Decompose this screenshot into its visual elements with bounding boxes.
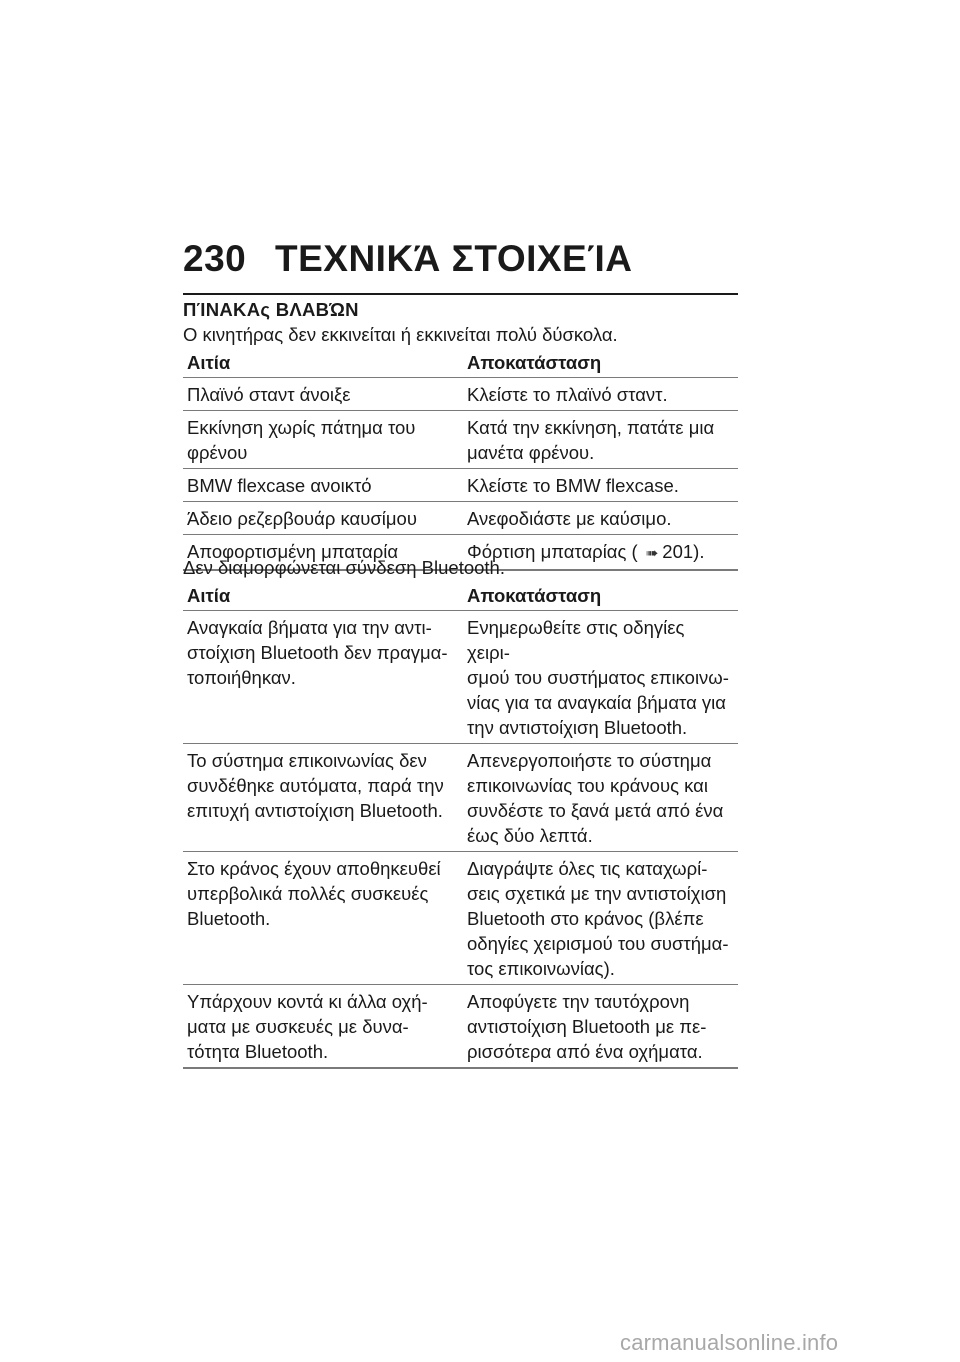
table-row xyxy=(183,411,738,469)
cause-cell: Άδειο ρεζερβουάρ καυσίμου xyxy=(183,502,463,535)
table-header-row xyxy=(183,582,738,611)
remedy-cell: Κλείστε το BMW flexcase. xyxy=(463,469,738,502)
column-header-cause: Αιτία xyxy=(183,582,463,611)
column-header-remedy: Αποκατάσταση xyxy=(463,582,738,611)
page-header xyxy=(183,238,738,280)
remedy-cell: Κλείστε το πλαϊνό σταντ. xyxy=(463,378,738,411)
remedy-text: Φόρτιση μπαταρίας ( xyxy=(467,541,638,562)
column-header-remedy: Αποκατάσταση xyxy=(463,349,738,378)
table-row xyxy=(183,744,738,852)
remedy-cell: Κατά την εκκίνηση, πατάτε μια μανέτα φρένου. xyxy=(463,411,738,469)
page-number: 230 xyxy=(183,238,247,279)
table-header-row xyxy=(183,349,738,378)
remedy-cell: Απενεργοποιήστε το σύστημα επικοινωνίας του κράνους και συνδέστε το ξανά μετά από ένα έως δύο λεπτά. xyxy=(463,744,738,852)
remedy-cell: Ενημερωθείτε στις οδηγίες χειρι- σμού του συστήματος επικοινω- νίας για τα αναγκαία βήματα για την αντιστοίχιση Bluetooth. xyxy=(463,611,738,744)
trouble-table-bluetooth xyxy=(183,556,738,1069)
table-row xyxy=(183,852,738,985)
cause-cell: Εκκίνηση χωρίς πάτημα του φρένου xyxy=(183,411,463,469)
table-row xyxy=(183,985,738,1069)
cause-cell: Αποφορτισμένη μπαταρία xyxy=(183,535,463,571)
fault-table xyxy=(183,582,738,1069)
remedy-cell: Διαγράψτε όλες τις καταχωρί- σεις σχετικά με την αντιστοίχιση Bluetooth στο κράνος (βλέπε οδηγίες χειρισμού του συστήμα- τος επικοινωνίας). xyxy=(463,852,738,985)
site-watermark: carmanualsonline.info xyxy=(620,1330,839,1355)
table-row xyxy=(183,378,738,411)
table-intro: Ο κινητήρας δεν εκκινείται ή εκκινείται πολύ δύσκολα. xyxy=(183,324,618,345)
fault-table xyxy=(183,349,738,571)
page-reference[interactable]: 201). xyxy=(662,541,705,562)
cause-cell: Στο κράνος έχουν αποθηκευθεί υπερβολικά πολλές συσκευές Bluetooth. xyxy=(183,852,463,985)
table-row xyxy=(183,502,738,535)
page-reference-arrow-icon: ➠ xyxy=(645,545,659,562)
column-header-cause: Αιτία xyxy=(183,349,463,378)
remedy-cell: Ανεφοδιάστε με καύσιμο. xyxy=(463,502,738,535)
section-title: ΠΊΝΑΚΑς ΒΛΑΒΏΝ xyxy=(183,293,738,321)
cause-cell: BMW flexcase ανοικτό xyxy=(183,469,463,502)
chapter-title: ΤΕΧΝΙΚΆ ΣΤΟΙΧΕΊΑ xyxy=(275,238,633,279)
cause-cell: Το σύστημα επικοινωνίας δεν συνδέθηκε αυτόματα, παρά την επιτυχή αντιστοίχιση Bluetooth. xyxy=(183,744,463,852)
table-row xyxy=(183,469,738,502)
cause-cell: Αναγκαία βήματα για την αντι- στοίχιση Bluetooth δεν πραγμα- τοποιήθηκαν. xyxy=(183,611,463,744)
table-row xyxy=(183,611,738,744)
trouble-table-engine-start xyxy=(183,323,738,571)
cause-cell: Πλαϊνό σταντ άνοιξε xyxy=(183,378,463,411)
table-intro: Δεν διαμορφώνεται σύνδεση Bluetooth. xyxy=(183,557,505,578)
cause-cell: Υπάρχουν κοντά κι άλλα οχή- ματα με συσκευές με δυνα- τότητα Bluetooth. xyxy=(183,985,463,1069)
remedy-cell: Αποφύγετε την ταυτόχρονη αντιστοίχιση Bluetooth με πε- ρισσότερα από ένα οχήματα. xyxy=(463,985,738,1069)
